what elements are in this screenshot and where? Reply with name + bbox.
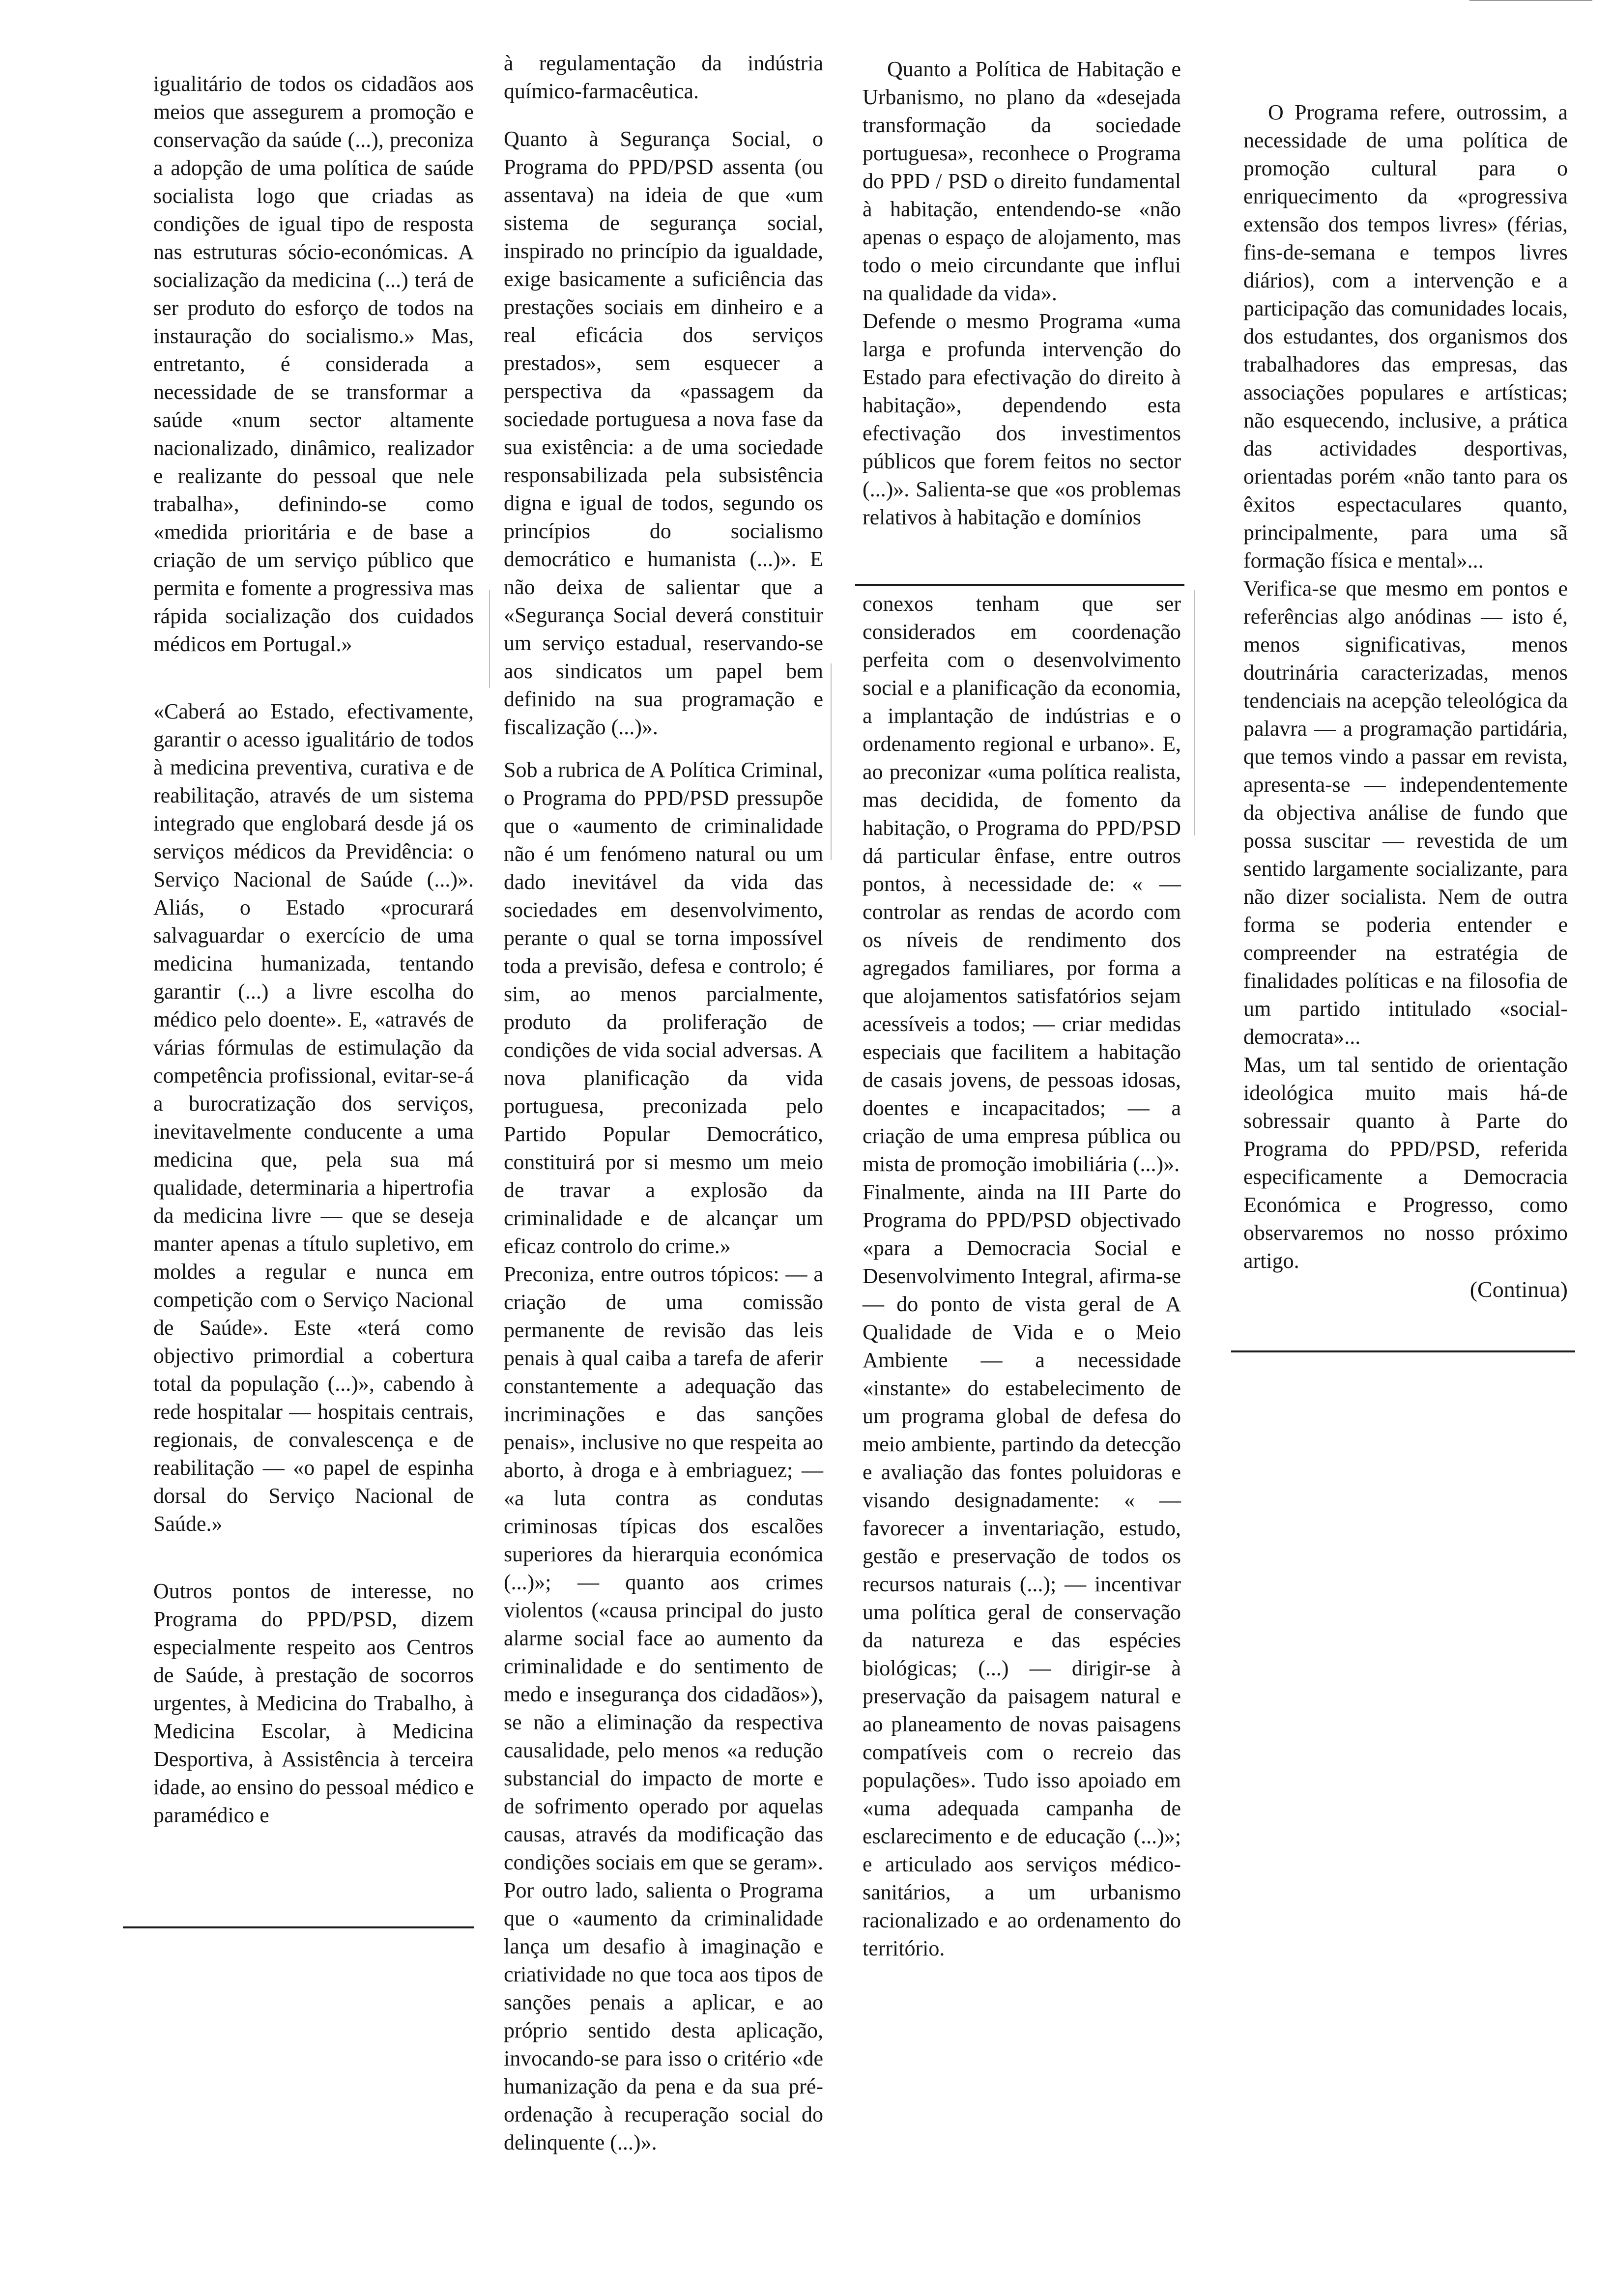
column-divider-2: [831, 663, 832, 860]
col3-paragraph-1: Quanto a Política de Habitação e Urbanismo, no plano da «desejada transformação da sociedade portuguesa», reconhece o Programa do PPD / PSD o direito fundamental à habitação, entendendo-se «não apenas o espaço de alojamento, mas todo o meio circundante que influi na qualidade da vida».: [863, 57, 1181, 305]
column-divider-3: [1194, 590, 1195, 835]
col4-paragraph-3: Mas, um tal sentido de orientação ideológica muito mais há-de sobressair quanto à Parte do Programa do PPD/PSD, referida especificamente a Democracia Económica e Progresso, como observaremos no nosso próximo artigo.: [1243, 1053, 1568, 1273]
col2-paragraph-2: Quanto à Segurança Social, o Programa do PPD/PSD assenta (ou assentava) na ideia de que «um sistema de segurança social, inspirado no princípio da igualdade, exige basicamente a suficiência das prestações sociais em dinheiro e a real eficácia dos serviços prestados», sem esquecer a perspectiva da «passagem da sociedade portuguesa a nova fase da sua existência: a de uma sociedade responsabilizada pela subsistência digna e igual de todos, segundo os princípios do socialismo democrático e humanista (...)». E não deixa de salientar que a «Segurança Social deverá constituir um serviço estadual, reservando-se aos sindicatos um papel bem definido na sua programação e fiscalização (...)».: [504, 127, 823, 739]
col1-paragraph-3: Outros pontos de interesse, no Programa do PPD/PSD, dizem especialmente respeito aos Centros de Saúde, à prestação de socorros urgentes, à Medicina do Trabalho, à Medicina Escolar, à Medicina Desportiva, à Assistência à terceira idade, ao ensino do pessoal médico e paramédico e: [153, 1579, 474, 1827]
column-3: [863, 55, 1181, 531]
col3-paragraph-3: conexos tenham que ser considerados em coordenação perfeita com o desenvolvimento social e a planificação da economia, a implantação de indústrias e o ordenamento regional e urbano». E, ao preconizar «uma política realista, mas decidida, de fomento da habitação, o Programa do PPD/PSD dá particular ênfase, entre outros pontos, à necessidade de: « — controlar as rendas de acordo com os níveis de rendimento dos agregados familiares, por forma a que alojamentos satisfatórios sejam acessíveis a todos; — criar medidas especiais que facilitem a habitação de casais jovens, de pessoas idosas, doentes e incapacitados; — a criação de uma empresa pública ou mista de promoção imobiliária (...)».: [863, 592, 1181, 1176]
col2-paragraph-3: Sob a rubrica de A Política Criminal, o Programa do PPD/PSD pressupõe que o «aumento de criminalidade não é um fenómeno natural ou um dado inevitável da vida das sociedades em desenvolvimento, perante o qual se torna impossível toda a previsão, defesa e controlo; é sim, ao menos parcialmente, produto da proliferação de condições de vida social adversas. A nova planificação da vida portuguesa, preconizada pelo Partido Popular Democrático, constituirá por si mesmo um meio de travar a explosão da criminalidade e de alcançar um eficaz controlo do crime.»: [504, 758, 823, 1258]
col3-mid-rule: [855, 584, 1184, 586]
col3-paragraph-2: Defende o mesmo Programa «uma larga e profunda intervenção do Estado para efectivação do direito à habitação», dependendo esta efectivação dos investimentos públicos que forem feitos no sector (...)». Salienta-se que «os problemas relativos à habitação e domínios: [863, 309, 1181, 529]
column-divider-1: [489, 590, 490, 688]
col3-paragraph-4: Finalmente, ainda na III Parte do Programa do PPD/PSD objectivado «para a Democracia Social e Desenvolvimento Integral, afirma-se — do ponto de vista geral de A Qualidade de Vida e o Meio Ambiente — a necessidade «instante» do estabelecimento de um programa global de defesa do meio ambiente, partindo da detecção e avaliação das fontes poluidoras e visando designadamente: « — favorecer a inventariação, estudo, gestão e preservação de todos os recursos naturais (...); — incentivar uma política geral de conservação da natureza e das espécies biológicas; (...) — dirigir-se à preservação da paisagem natural e ao planeamento de novas paisagens compatíveis com o recreio das populações». Tudo isso apoiado em «uma adequada campanha de esclarecimento e de educação (...)»; e articulado aos serviços médico-sanitários, a um urbanismo racionalizado e ao ordenamento do território.: [863, 1180, 1181, 1960]
top-edge-mark: [1469, 0, 1592, 1]
col1-paragraph-2: «Caberá ao Estado, efectivamente, garantir o acesso igualitário de todos à medicina preventiva, curativa e de reabilitação, através de um sistema integrado que englobará desde já os serviços médicos da Previdência: o Serviço Nacional de Saúde (...)». Aliás, o Estado «procurará salvaguardar o exercício de uma medicina humanizada, tentando garantir (...) a livre escolha do médico pelo doente». E, «através de várias fórmulas de estimulação da competência profissional, evitar-se-á a burocratização dos serviços, inevitavelmente conducente a uma medicina que, pela sua má qualidade, determinaria a hipertrofia da medicina livre — que se deseja manter apenas a título supletivo, em moldes a regular e nunca em competição com o Serviço Nacional de Saúde». Este «terá como objectivo primordial a cobertura total da população (...)», cabendo à rede hospitalar — hospitais centrais, regionais, de convalescença e de reabilitação — «o papel de espinha dorsal do Serviço Nacional de Saúde.»: [153, 699, 474, 1536]
column-3-continued: [863, 590, 1181, 1962]
column-1: [153, 70, 474, 1829]
col1-paragraph-1: igualitário de todos os cidadãos aos meios que assegurem a promoção e conservação da saúde (...), preconiza a adopção de uma política de saúde socialista logo que criadas as condições de igual tipo de resposta nas estruturas sócio-económicas. A socialização da medicina (...) terá de ser produto do esforço de todos na instauração do socialismo.» Mas, entretanto, é considerada a necessidade de se transformar a saúde «num sector altamente nacionalizado, dinâmico, realizador e realizante do pessoal que nele trabalha», definindo-se como «medida prioritária e de base a criação de um serviço público que permita e fomente a progressiva mas rápida socialização dos cuidados médicos em Portugal.»: [153, 72, 474, 656]
col4-bottom-rule: [1231, 1350, 1575, 1352]
column-2: [504, 49, 823, 2156]
continua-label: (Continua): [1469, 1277, 1568, 1302]
col1-bottom-rule: [123, 1926, 474, 1928]
column-4: [1243, 98, 1568, 1304]
col2-paragraph-1: à regulamentação da indústria químico-farmacêutica.: [504, 51, 823, 103]
col4-paragraph-2: Verifica-se que mesmo em pontos e referências algo anódinas — isto é, menos significativas, menos doutrinária caracterizadas, menos tendenciais na acepção teleológica da palavra — a programação partidária, que temos vindo a passar em revista, apresenta-se — independentemente da objectiva análise de fundo que possa suscitar — revestida de um sentido largamente socializante, para não dizer socialista. Nem de outra forma se poderia entender e compreender na estratégia de finalidades políticas e na filosofia de um partido intitulado «social-democrata»...: [1243, 576, 1568, 1049]
col2-paragraph-4: Preconiza, entre outros tópicos: — a criação de uma comissão permanente de revisão das leis penais à qual caiba a tarefa de aferir constantemente a adequação das incriminações e das sanções penais», inclusive no que respeita ao aborto, à droga e à embriaguez; — «a luta contra as condutas criminosas típicas dos escalões superiores da hierarquia económica (...)»; — quanto aos crimes violentos («causa principal do justo alarme social face ao aumento da criminalidade e do sentimento de medo e insegurança dos cidadãos»), se não a eliminação da respectiva causalidade, pelo menos «a redução substancial do impacto de morte e de sofrimento operado por aquelas causas, através da modificação das condições sociais em que se geram». Por outro lado, salienta o Programa que o «aumento da criminalidade lança um desafio à imaginação e criatividade no que toca aos tipos de sanções penais a aplicar, e ao próprio sentido desta aplicação, invocando-se para isso o critério «de humanização da pena e da sua pré-ordenação à recuperação social do delinquente (...)».: [504, 1262, 823, 2154]
col4-paragraph-1: O Programa refere, outrossim, a necessidade de uma política de promoção cultural para o enriquecimento da «progressiva extensão dos tempos livres» (férias, fins-de-semana e tempos livres diários), com a intervenção e a participação das comunidades locais, dos estudantes, dos organismos dos trabalhadores das empresas, das associações populares e artísticas; não esquecendo, inclusive, a prática das actividades desportivas, orientadas porém «não tanto para os êxitos espectaculares quanto, principalmente, para uma sã formação física e mental»...: [1243, 100, 1568, 573]
